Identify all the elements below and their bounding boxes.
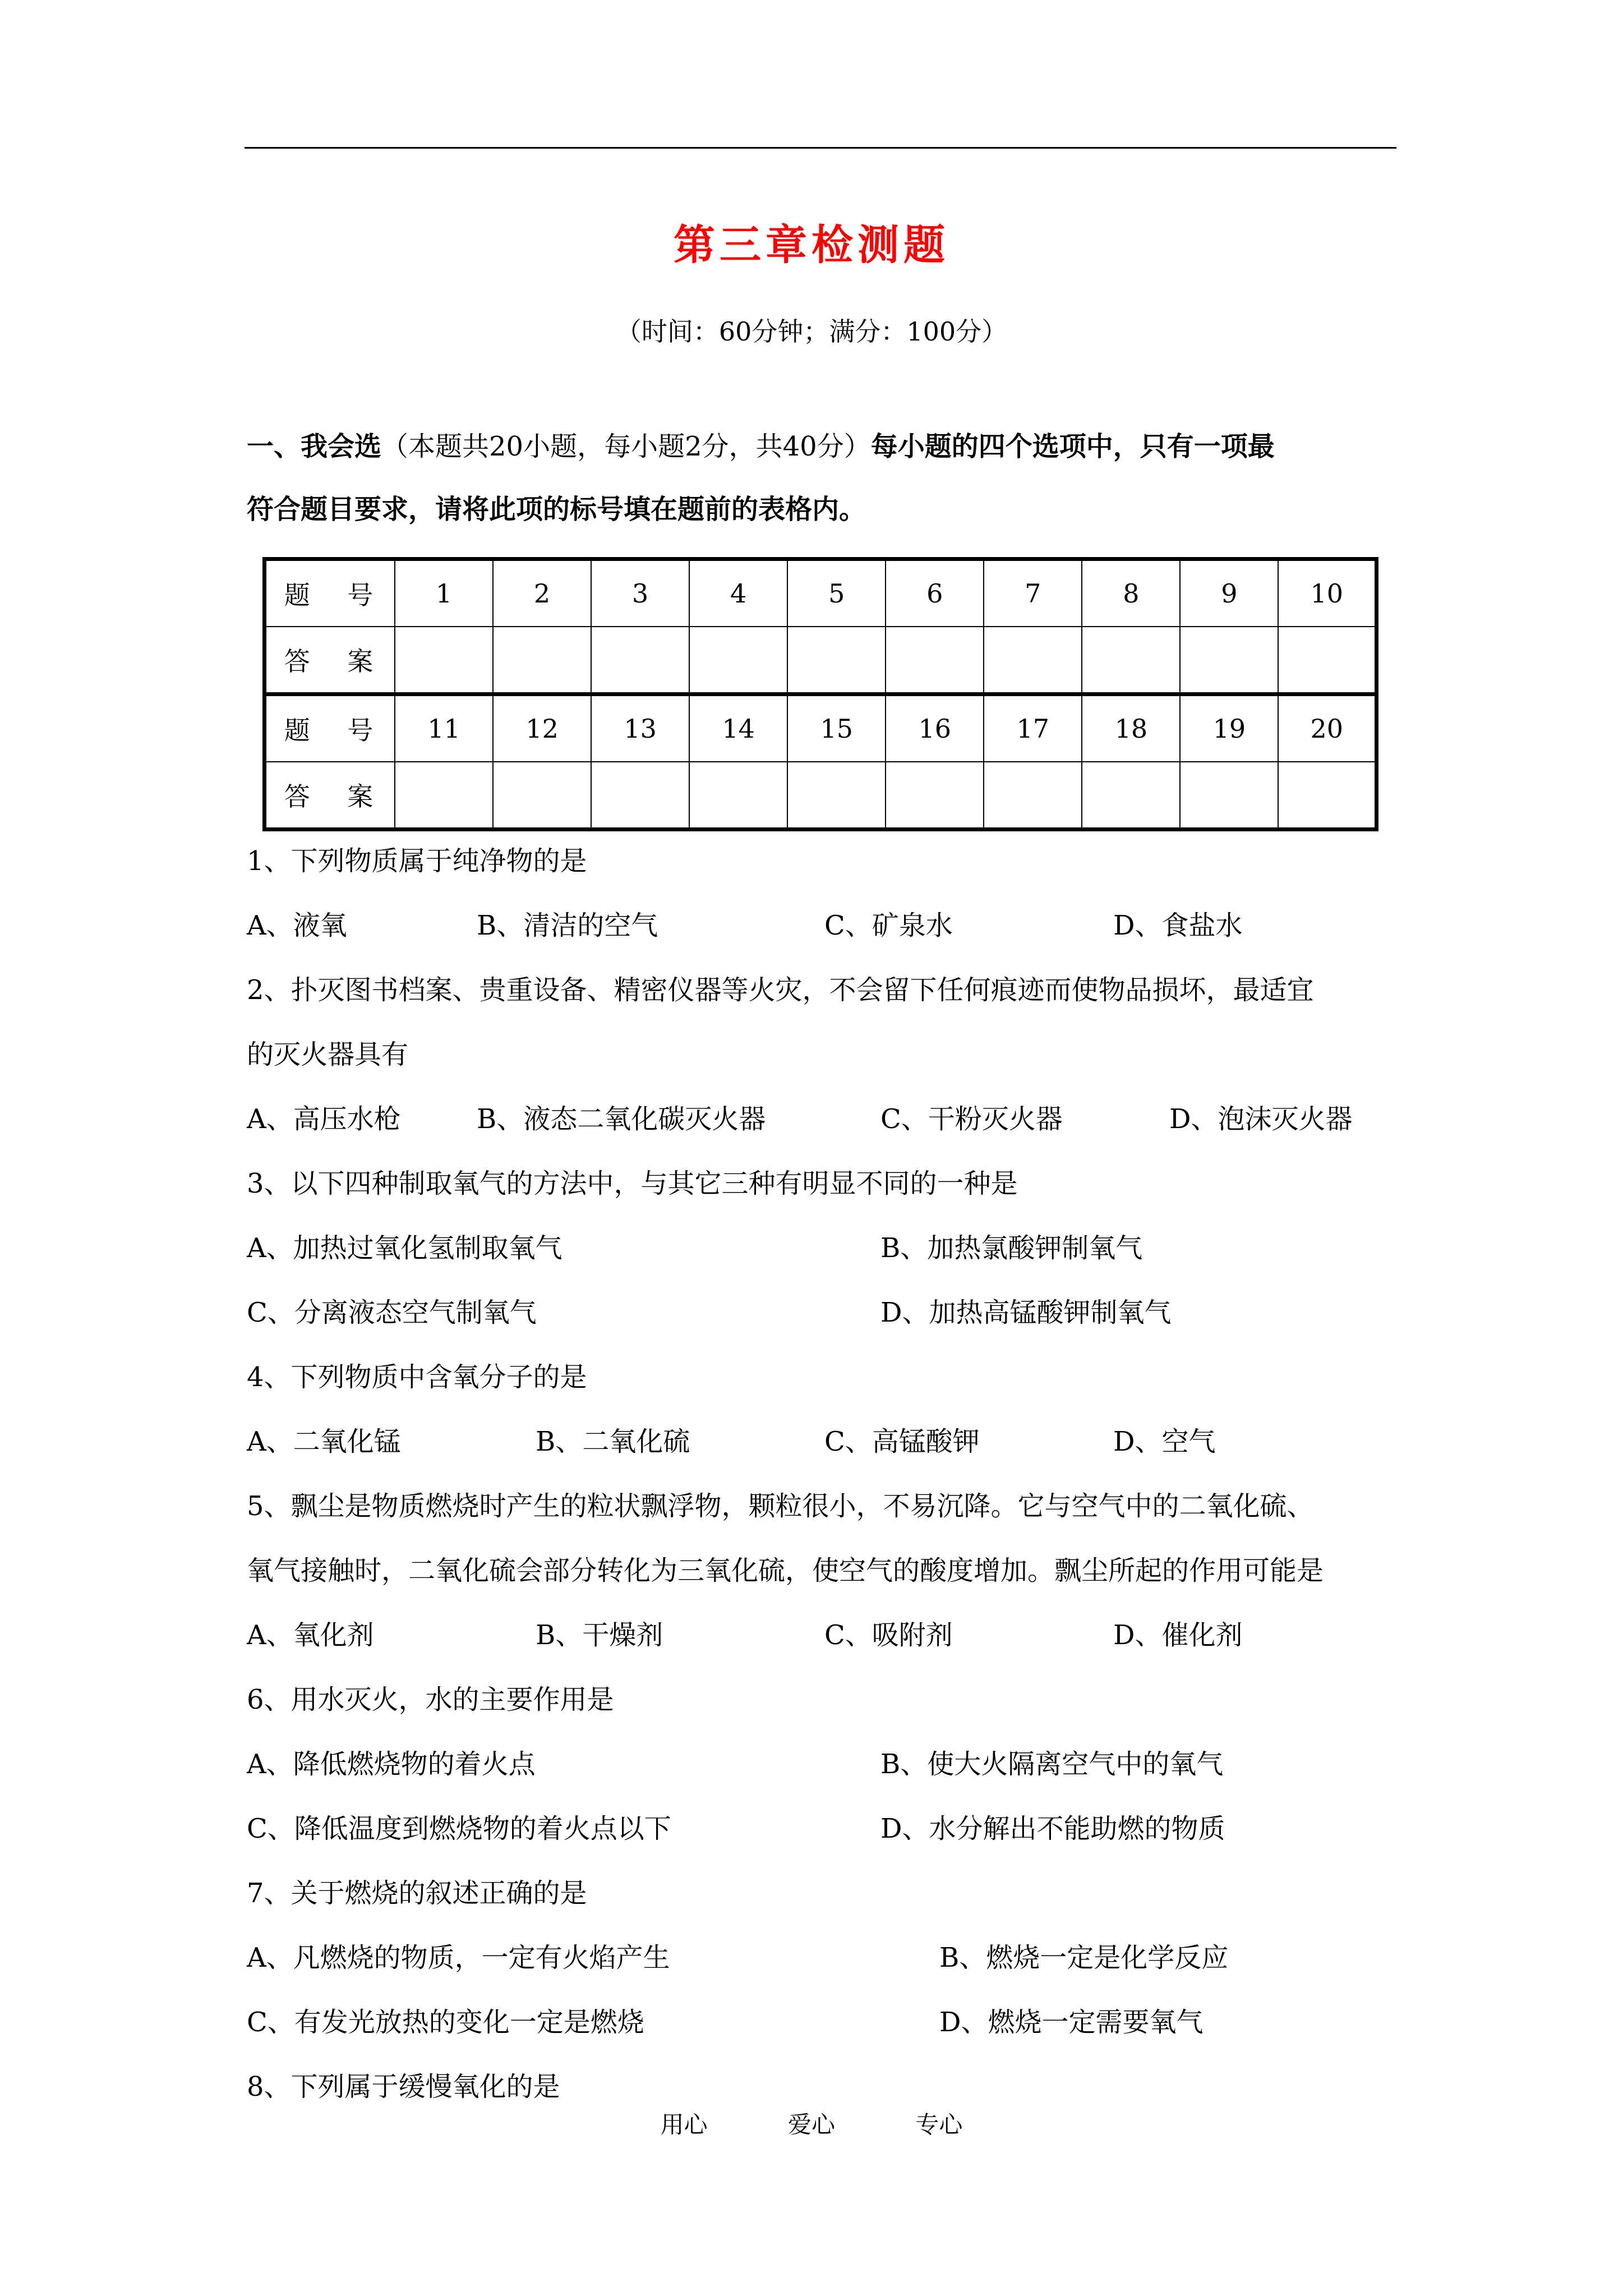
number-cell: 4 — [689, 559, 787, 627]
question-2-option-d: D、泡沫灭火器 — [1169, 1103, 1353, 1135]
answer-cell[interactable] — [1278, 762, 1376, 830]
answer-cell[interactable] — [689, 627, 787, 694]
number-label: 题 号 — [265, 694, 395, 762]
number-cell: 13 — [591, 694, 689, 762]
answer-cell[interactable] — [1278, 627, 1376, 694]
footer-item: 爱心 — [787, 2111, 835, 2138]
question-4-option-a: A、二氧化锰 — [247, 1426, 401, 1457]
number-cell: 8 — [1082, 559, 1180, 627]
answer-cell[interactable] — [886, 762, 984, 830]
section-label: 一、我会选 — [247, 431, 382, 462]
answer-cell[interactable] — [984, 762, 1082, 830]
section-instruction-2: 符合题目要求，请将此项的标号填在题前的表格内。 — [247, 494, 866, 525]
question-1-option-c: C、矿泉水 — [824, 910, 953, 941]
question-3-option-b: B、加热氯酸钾制氧气 — [880, 1232, 1143, 1264]
header-rule — [245, 147, 1396, 149]
question-7-option-d: D、燃烧一定需要氧气 — [939, 2007, 1204, 2038]
question-2-stem-line-1: 2、扑灭图书档案、贵重设备、精密仪器等火灾，不会留下任何痕迹而使物品损坏，最适宜 — [247, 974, 1314, 1006]
number-cell: 18 — [1082, 694, 1180, 762]
section-1-heading — [247, 415, 1402, 541]
table-row-answers-1 — [265, 627, 1377, 694]
question-1-option-a: A、液氧 — [247, 910, 347, 941]
question-3-stem: 3、以下四种制取氧气的方法中，与其它三种有明显不同的一种是 — [247, 1168, 1018, 1199]
number-cell: 19 — [1180, 694, 1278, 762]
answer-cell[interactable] — [395, 762, 493, 830]
answer-cell[interactable] — [886, 627, 984, 694]
number-cell: 11 — [395, 694, 493, 762]
question-4-option-c: C、高锰酸钾 — [824, 1426, 980, 1457]
question-5-option-d: D、催化剂 — [1113, 1619, 1243, 1651]
question-4-stem: 4、下列物质中含氧分子的是 — [247, 1361, 587, 1393]
question-4-option-b: B、二氧化硫 — [536, 1426, 690, 1457]
question-4-option-d: D、空气 — [1113, 1426, 1216, 1457]
question-2-option-b: B、液态二氧化碳灭火器 — [477, 1103, 766, 1135]
answer-cell[interactable] — [984, 627, 1082, 694]
question-3-option-a: A、加热过氧化氢制取氧气 — [247, 1232, 562, 1264]
number-cell: 10 — [1278, 559, 1376, 627]
footer-item: 专心 — [915, 2111, 963, 2138]
number-cell: 17 — [984, 694, 1082, 762]
question-7-option-c: C、有发光放热的变化一定是燃烧 — [247, 2007, 644, 2038]
question-7-option-a: A、凡燃烧的物质，一定有火焰产生 — [247, 1942, 670, 1973]
answer-cell[interactable] — [1082, 762, 1180, 830]
page-title: 第三章检测题 — [674, 221, 949, 269]
table-row-numbers-2 — [265, 694, 1377, 762]
answer-cell[interactable] — [591, 762, 689, 830]
answer-cell[interactable] — [591, 627, 689, 694]
section-instruction-1: 每小题的四个选项中，只有一项最 — [870, 431, 1275, 462]
answer-cell[interactable] — [689, 762, 787, 830]
exam-info: （时间：60分钟；满分：100分） — [615, 316, 1008, 347]
number-label: 题 号 — [265, 559, 395, 627]
question-1-option-b: B、清洁的空气 — [477, 910, 658, 941]
question-2-stem-line-2: 的灭火器具有 — [247, 1039, 409, 1070]
question-5-stem-line-2: 氧气接触时，二氧化硫会部分转化为三氧化硫，使空气的酸度增加。飘尘所起的作用可能是 — [247, 1555, 1324, 1586]
answer-label: 答 案 — [265, 762, 395, 830]
table-row-numbers-1 — [265, 559, 1377, 627]
answer-cell[interactable] — [1180, 762, 1278, 830]
question-5-option-a: A、氧化剂 — [247, 1619, 374, 1651]
footer-item: 用心 — [660, 2111, 708, 2138]
number-cell: 9 — [1180, 559, 1278, 627]
page-footer — [0, 2106, 1623, 2140]
number-cell: 16 — [886, 694, 984, 762]
question-5-stem-line-1: 5、飘尘是物质燃烧时产生的粒状飘浮物，颗粒很小，不易沉降。它与空气中的二氧化硫、 — [247, 1490, 1314, 1522]
question-1-option-d: D、食盐水 — [1113, 910, 1243, 941]
number-cell: 1 — [395, 559, 493, 627]
question-2-option-c: C、干粉灭火器 — [880, 1103, 1063, 1135]
question-7-stem: 7、关于燃烧的叙述正确的是 — [247, 1878, 587, 1909]
answer-cell[interactable] — [1180, 627, 1278, 694]
answer-cell[interactable] — [395, 627, 493, 694]
answer-cell[interactable] — [787, 627, 886, 694]
section-note: （本题共20小题，每小题2分，共40分） — [381, 431, 871, 462]
answer-cell[interactable] — [493, 762, 591, 830]
question-7-option-b: B、燃烧一定是化学反应 — [939, 1942, 1229, 1973]
answer-table — [262, 557, 1378, 831]
number-cell: 2 — [493, 559, 591, 627]
number-cell: 14 — [689, 694, 787, 762]
question-5-option-b: B、干燥剂 — [536, 1619, 663, 1651]
question-3-option-c: C、分离液态空气制氧气 — [247, 1297, 537, 1328]
question-3-option-d: D、加热高锰酸钾制氧气 — [880, 1297, 1172, 1328]
number-cell: 3 — [591, 559, 689, 627]
number-cell: 5 — [787, 559, 886, 627]
question-1-stem: 1、下列物质属于纯净物的是 — [247, 845, 587, 877]
number-cell: 6 — [886, 559, 984, 627]
question-8-stem: 8、下列属于缓慢氧化的是 — [247, 2071, 560, 2102]
answer-cell[interactable] — [493, 627, 591, 694]
answer-cell[interactable] — [787, 762, 886, 830]
number-cell: 15 — [787, 694, 886, 762]
number-cell: 20 — [1278, 694, 1376, 762]
question-6-option-b: B、使大火隔离空气中的氧气 — [880, 1749, 1224, 1780]
question-6-stem: 6、用水灭火，水的主要作用是 — [247, 1684, 614, 1715]
answer-label: 答 案 — [265, 627, 395, 694]
number-cell: 7 — [984, 559, 1082, 627]
question-6-option-d: D、水分解出不能助燃的物质 — [880, 1813, 1225, 1844]
question-6-option-c: C、降低温度到燃烧物的着火点以下 — [247, 1813, 671, 1844]
question-2-option-a: A、高压水枪 — [247, 1103, 401, 1135]
question-5-option-c: C、吸附剂 — [824, 1619, 953, 1651]
table-row-answers-2 — [265, 762, 1377, 830]
question-6-option-a: A、降低燃烧物的着火点 — [247, 1749, 536, 1780]
number-cell: 12 — [493, 694, 591, 762]
answer-cell[interactable] — [1082, 627, 1180, 694]
